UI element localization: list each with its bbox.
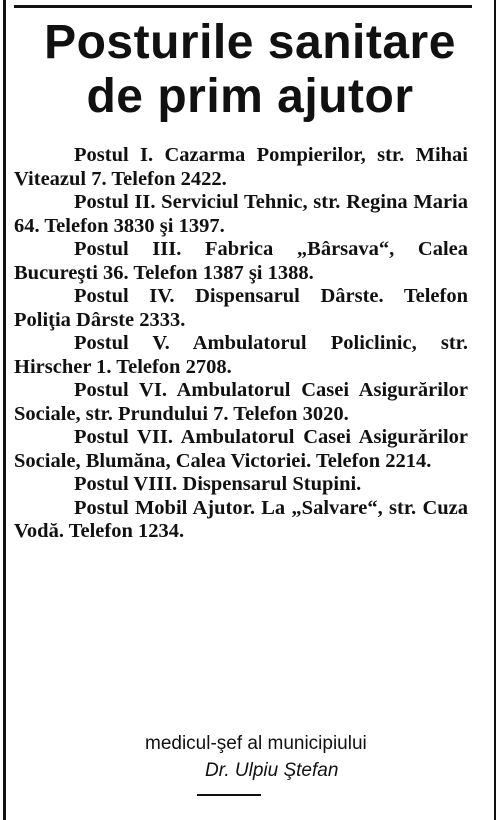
article-title	[0, 16, 500, 124]
post-entry-3: Postul III. Fabrica „Bârsava“, Calea Bucureşti 36. Telefon 1387 şi 1388.	[14, 238, 468, 284]
post-entry-8: Postul VIII. Dispensarul Stupini.	[74, 473, 362, 495]
post-entry-5: Postul V. Ambulatorul Policlinic, str. Hirscher 1. Telefon 2708.	[14, 332, 468, 378]
signature-block	[145, 730, 475, 784]
end-divider	[197, 794, 261, 796]
signature-role: medicul-şef al municipiului	[145, 733, 367, 754]
post-entry-7: Postul VII. Ambulatorul Casei Asigurărilor Sociale, Blumăna, Calea Victoriei. Telefon 2214.	[14, 426, 468, 472]
title-line-2: de prim ajutor	[86, 70, 414, 123]
post-entry-4: Postul IV. Dispensarul Dârste. Telefon Poliţia Dârste 2333.	[14, 285, 468, 331]
signature-name: Dr. Ulpiu Ştefan	[205, 760, 339, 781]
top-border-rule	[14, 5, 472, 8]
post-entry-1: Postul I. Cazarma Pompierilor, str. Mihai Viteazul 7. Telefon 2422.	[14, 144, 468, 190]
title-line-1: Posturile sanitare	[44, 16, 456, 69]
post-entry-9: Postul Mobil Ajutor. La „Salvare“, str. Cuza Vodă. Telefon 1234.	[14, 496, 468, 542]
first-aid-posts-list	[14, 144, 468, 544]
post-entry-6: Postul VI. Ambulatorul Casei Asigurărilor Sociale, str. Prundului 7. Telefon 3020.	[14, 379, 468, 425]
post-entry-2: Postul II. Serviciul Tehnic, str. Regina Maria 64. Telefon 3830 şi 1397.	[14, 191, 468, 237]
